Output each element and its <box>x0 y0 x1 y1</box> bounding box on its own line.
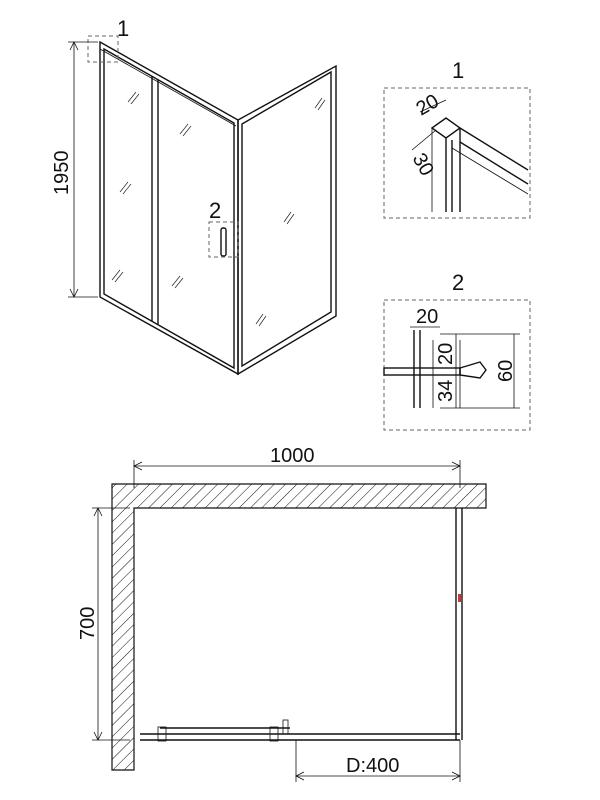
width-dimension-label: 1000 <box>270 445 315 467</box>
detail-2-glass <box>384 368 460 375</box>
detail-2-total-dim: 60 <box>495 359 517 382</box>
detail-1-top-dim: 20 <box>412 90 443 121</box>
side-frame <box>238 66 336 374</box>
detail-2-ref: 2 <box>209 198 222 223</box>
handle-marker <box>458 594 461 602</box>
plan-view <box>77 445 486 782</box>
detail-1-diag-dim: 30 <box>407 149 438 180</box>
door-handle <box>221 228 226 256</box>
detail-2-upper-dim: 20 <box>435 342 457 365</box>
wall-hatch <box>112 484 486 770</box>
detail-2-lower-dim: 34 <box>435 379 457 402</box>
detail-1-view <box>384 58 530 218</box>
detail-1-ref: 1 <box>117 16 130 41</box>
depth-dimension-label: 700 <box>77 606 99 640</box>
height-dimension-label: 1950 <box>51 150 73 195</box>
enclosure-3d-view <box>51 16 336 374</box>
detail-1-title: 1 <box>452 58 465 83</box>
door-opening-label: D:400 <box>346 755 400 777</box>
detail-2-width-dim: 20 <box>416 306 439 328</box>
detail-2-view <box>384 270 530 430</box>
detail-2-title: 2 <box>452 270 465 295</box>
detail-1-frame <box>384 88 530 218</box>
